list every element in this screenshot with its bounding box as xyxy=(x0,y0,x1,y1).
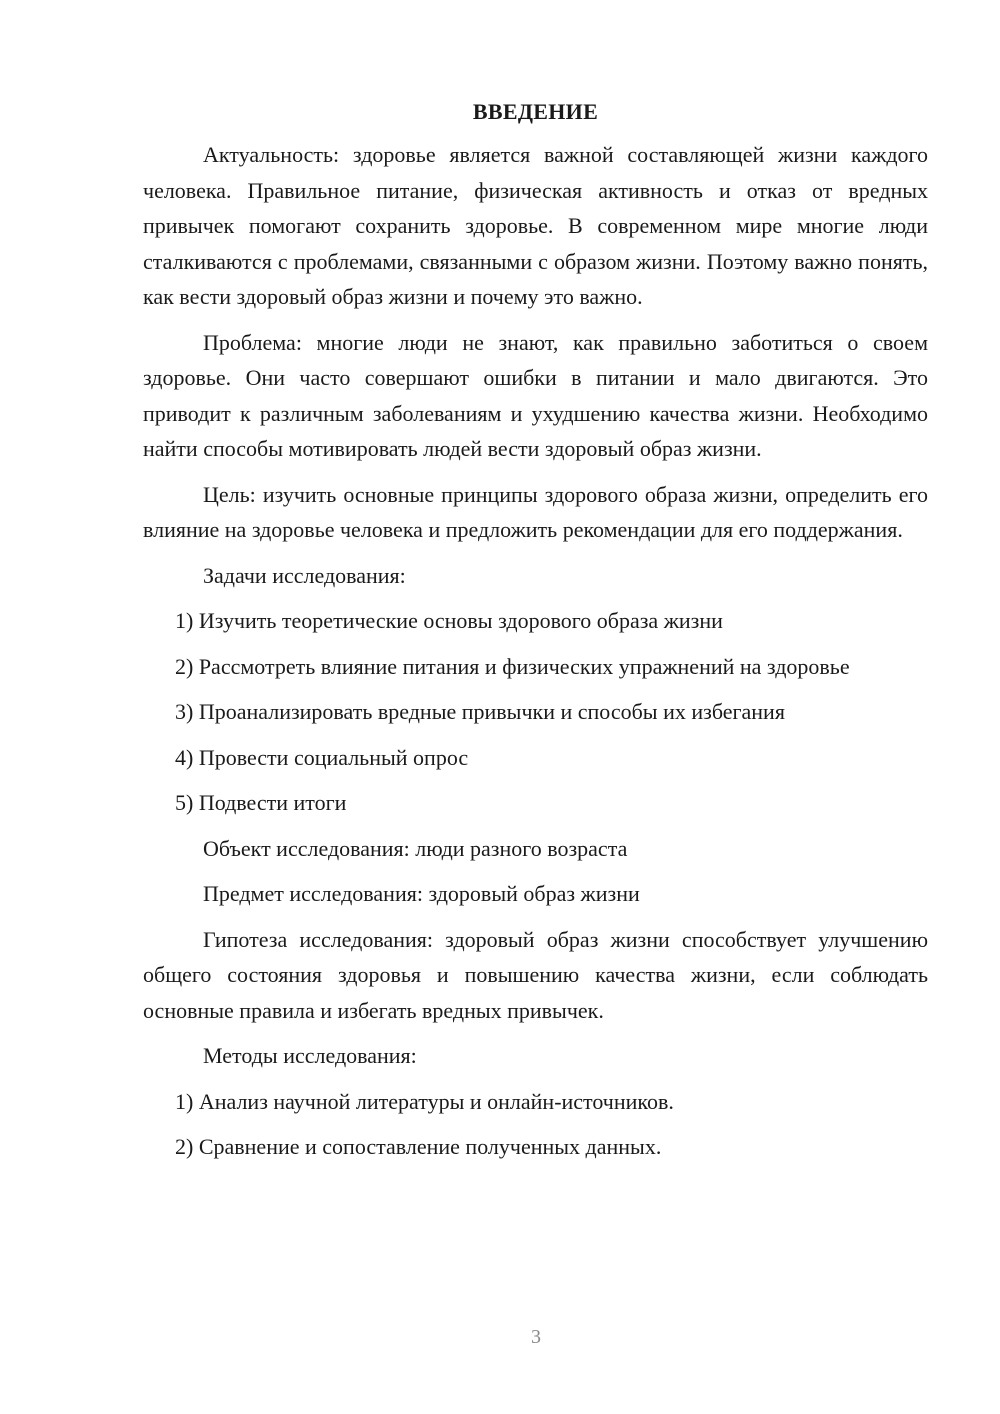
problem-paragraph: Проблема: многие люди не знают, как правильно заботиться о своем здоровье. Они часто совершают ошибки в питании и мало двигаются. Это приводит к различным заболеваниям и ухудшению качества жизни. Необходимо найти способы мотивировать людей вести здоровый образ жизни. xyxy=(143,329,928,461)
method-item-1: 1) Анализ научной литературы и онлайн-источников. xyxy=(175,1088,674,1114)
research-subject: Предмет исследования: здоровый образ жизни xyxy=(203,881,640,906)
method-item-2: 2) Сравнение и сопоставление полученных данных. xyxy=(175,1134,662,1159)
tasks-label: Задачи исследования: xyxy=(203,562,406,588)
methods-label: Методы исследования: xyxy=(203,1043,417,1068)
goal-paragraph: Цель: изучить основные принципы здорового образа жизни, определить его влияние на здоровье человека и предложить рекомендации для его поддержания. xyxy=(143,481,928,542)
task-item-4: 4) Провести социальный опрос xyxy=(175,744,469,770)
relevance-paragraph: Актуальность: здоровье является важной составляющей жизни каждого человека. Правильное питание, физическая активность и отказ от вредных привычек помогают сохранить здоровье. В современном мире многие люди сталкиваются с проблемами, связанными с образом жизни. Поэтому важно понять, как вести здоровый образ жизни и почему это важно. xyxy=(143,142,928,309)
task-item-2: 2) Рассмотреть влияние питания и физических упражнений на здоровье xyxy=(175,653,850,679)
task-item-1: 1) Изучить теоретические основы здорового образа жизни xyxy=(175,608,723,633)
task-item-3: 3) Проанализировать вредные привычки и способы их избегания xyxy=(175,699,785,724)
task-item-5: 5) Подвести итоги xyxy=(175,790,347,815)
research-object: Объект исследования: люди разного возраста xyxy=(203,835,628,861)
section-title: ВВЕДЕНИЕ xyxy=(472,99,599,124)
page-number: 3 xyxy=(531,1326,541,1348)
hypothesis-paragraph: Гипотеза исследования: здоровый образ жизни способствует улучшению общего состояния здоровья и повышению качества жизни, если соблюдать основные правила и избегать вредных привычек. xyxy=(143,926,928,1023)
document-body xyxy=(143,94,928,1175)
